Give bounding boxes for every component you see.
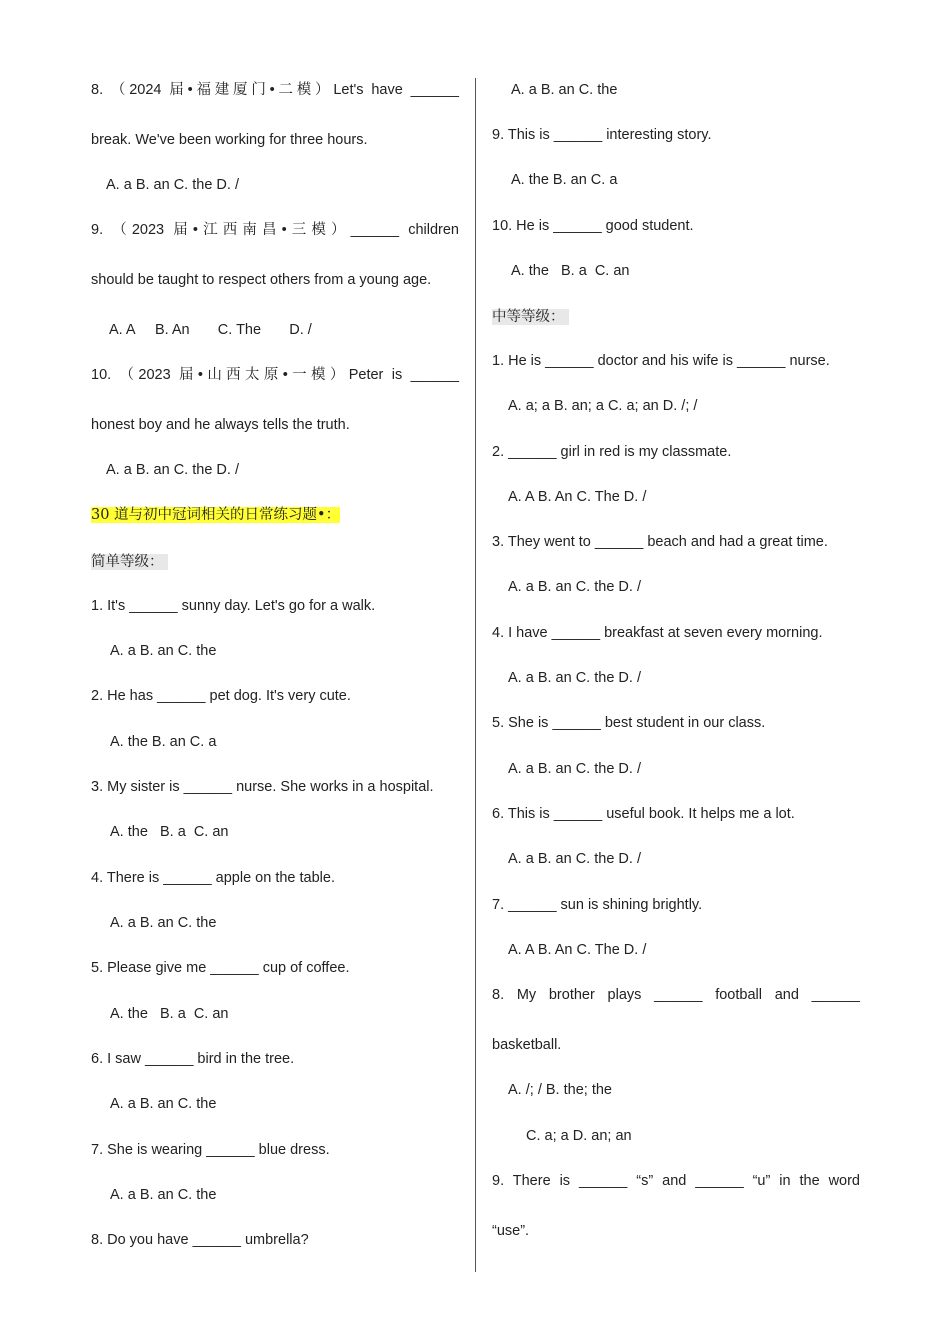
medium-question-5: 5. She is ______ best student in our class. [492, 715, 766, 731]
medium-level-label [492, 307, 569, 327]
easy-question-4: 4. There is ______ apple on the table. [91, 870, 336, 886]
medium-level-text: 中等等级： [492, 309, 569, 325]
medium-question-1: 1. He is ______ doctor and his wife is ______ nurse. [492, 353, 830, 369]
easy-question-3-options: A. the B. a C. an [110, 824, 229, 840]
medium-question-3-options: A. a B. an C. the D. / [508, 579, 641, 595]
question-10-stem-cont: honest boy and he always tells the truth. [91, 417, 350, 433]
easy-question-9: 9. This is ______ interesting story. [492, 127, 712, 143]
easy-question-3: 3. My sister is ______ nurse. She works in a hospital. [91, 779, 434, 795]
medium-question-4: 4. I have ______ breakfast at seven every morning. [492, 625, 823, 641]
easy-level-text: 简单等级： [91, 554, 168, 570]
easy-question-5: 5. Please give me ______ cup of coffee. [91, 960, 350, 976]
medium-question-5-options: A. a B. an C. the D. / [508, 761, 641, 777]
question-9-stem: 9. （2023 届•江西南昌•三模）______ children [91, 222, 459, 238]
column-divider [475, 78, 476, 1272]
easy-question-8: 8. Do you have ______ umbrella? [91, 1232, 309, 1248]
easy-question-2: 2. He has ______ pet dog. It's very cute. [91, 688, 351, 704]
easy-question-7: 7. She is wearing ______ blue dress. [91, 1142, 330, 1158]
easy-question-10: 10. He is ______ good student. [492, 218, 694, 234]
medium-question-8-stem-cont: basketball. [492, 1037, 562, 1053]
section-title-text: 30 道与初中冠词相关的日常练习题•： [91, 507, 341, 523]
medium-question-6: 6. This is ______ useful book. It helps me a lot. [492, 806, 795, 822]
easy-question-4-options: A. a B. an C. the [110, 915, 217, 931]
question-10-options: A. a B. an C. the D. / [106, 462, 239, 478]
medium-question-2: 2. ______ girl in red is my classmate. [492, 444, 732, 460]
easy-question-2-options: A. the B. an C. a [110, 734, 217, 750]
medium-question-8-stem: 8. My brother plays ______ football and ______ [492, 987, 860, 1003]
medium-question-9-stem-cont: “use”. [492, 1223, 530, 1239]
section-title [91, 505, 340, 525]
easy-question-6: 6. I saw ______ bird in the tree. [91, 1051, 295, 1067]
medium-question-8-options-b: C. a; a D. an; an [526, 1128, 632, 1144]
easy-question-7-options: A. a B. an C. the [110, 1187, 217, 1203]
medium-question-6-options: A. a B. an C. the D. / [508, 851, 641, 867]
medium-question-3: 3. They went to ______ beach and had a great time. [492, 534, 828, 550]
easy-question-8-options: A. a B. an C. the [511, 82, 618, 98]
medium-question-2-options: A. A B. An C. The D. / [508, 489, 647, 505]
medium-question-8-options-a: A. /; / B. the; the [508, 1082, 612, 1098]
question-9-stem-cont: should be taught to respect others from a young age. [91, 272, 432, 288]
easy-question-1: 1. It's ______ sunny day. Let's go for a walk. [91, 598, 376, 614]
question-10-stem: 10. （2023 届•山西太原•一模）Peter is ______ [91, 367, 459, 383]
easy-question-9-options: A. the B. an C. a [511, 172, 618, 188]
question-8-stem: 8. （2024 届•福建厦门•二模）Let's have ______ [91, 82, 459, 98]
medium-question-1-options: A. a; a B. an; a C. a; an D. /; / [508, 398, 698, 414]
easy-question-10-options: A. the B. a C. an [511, 263, 630, 279]
easy-level-label [91, 552, 168, 572]
medium-question-7: 7. ______ sun is shining brightly. [492, 897, 703, 913]
question-8-options: A. a B. an C. the D. / [106, 177, 239, 193]
question-8-stem-cont: break. We've been working for three hours. [91, 132, 368, 148]
medium-question-7-options: A. A B. An C. The D. / [508, 942, 647, 958]
easy-question-1-options: A. a B. an C. the [110, 643, 217, 659]
easy-question-5-options: A. the B. a C. an [110, 1006, 229, 1022]
easy-question-6-options: A. a B. an C. the [110, 1096, 217, 1112]
medium-question-9-stem: 9. There is ______ “s” and ______ “u” in the word [492, 1173, 860, 1189]
question-9-options: A. A B. An C. The D. / [109, 322, 312, 338]
medium-question-4-options: A. a B. an C. the D. / [508, 670, 641, 686]
